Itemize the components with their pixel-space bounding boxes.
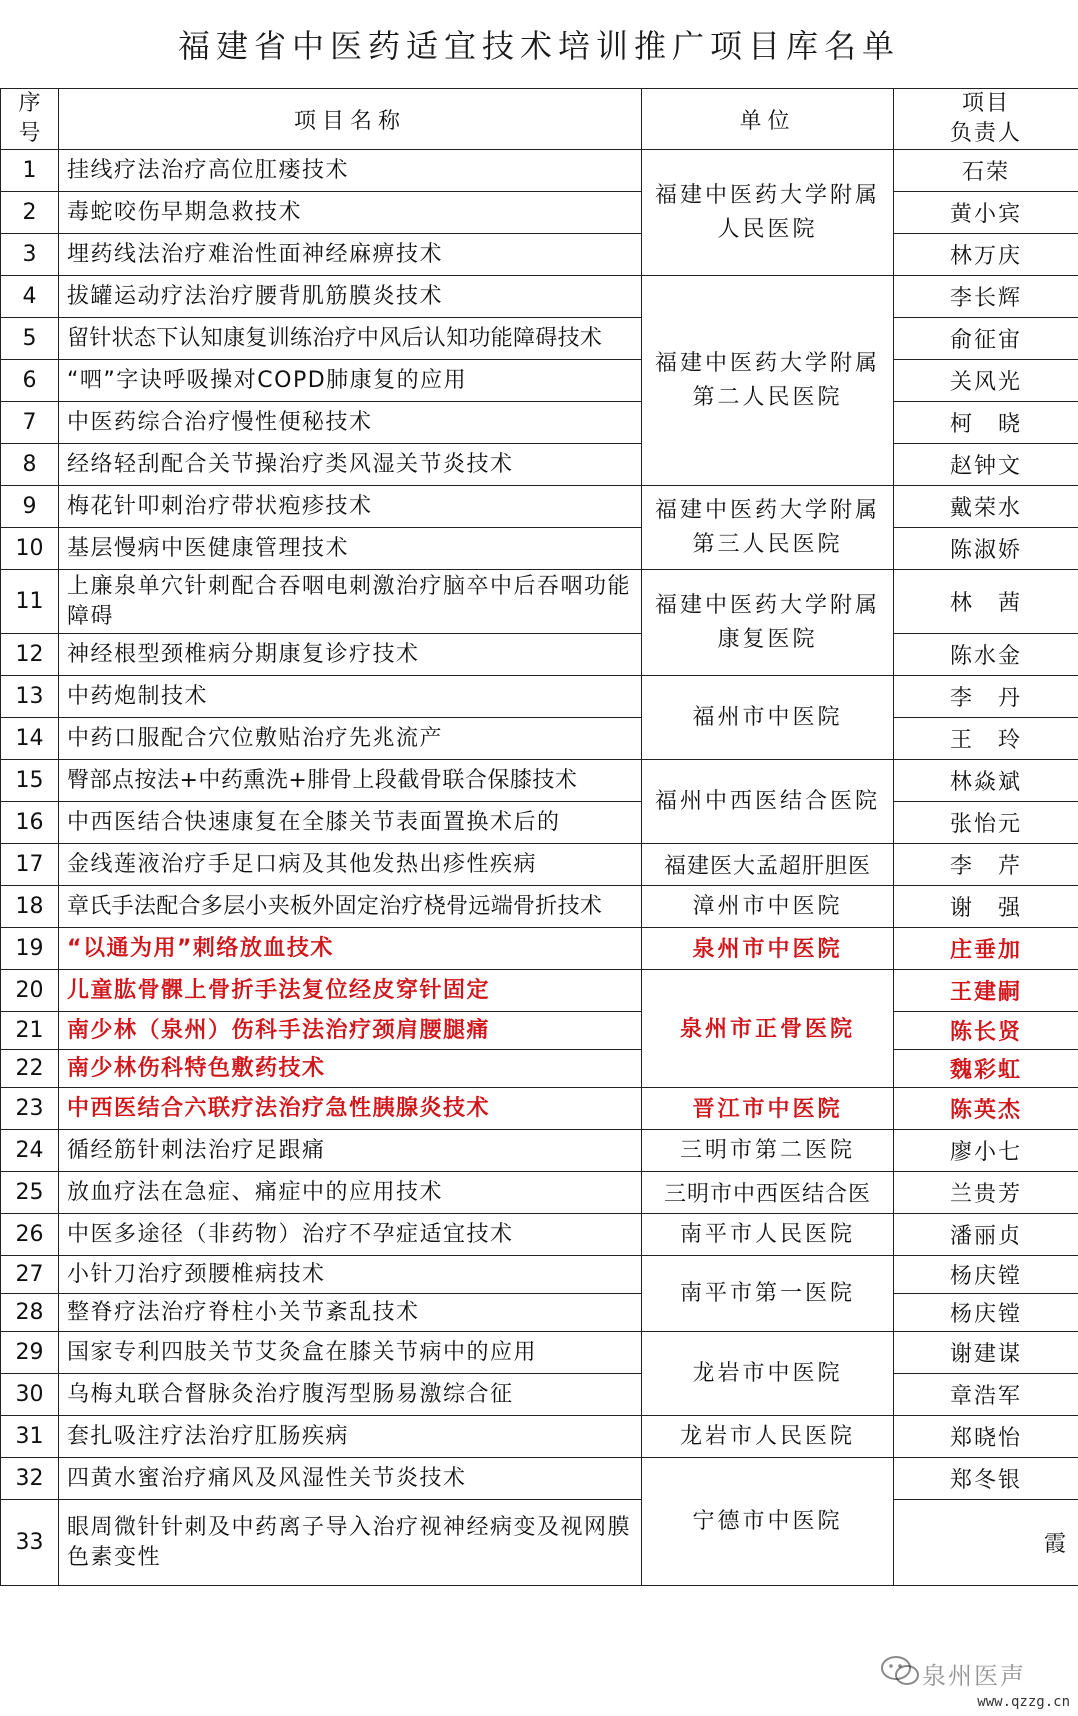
table-row — [1, 760, 1078, 802]
row-person: 兰贵芳 — [894, 1172, 1078, 1214]
row-name: 中药炮制技术 — [59, 676, 642, 718]
row-no: 24 — [1, 1130, 59, 1172]
table-row — [1, 970, 1078, 1012]
row-name: 国家专利四肢关节艾灸盒在膝关节病中的应用 — [59, 1332, 642, 1374]
row-unit: 福建医大孟超肝胆医 — [642, 844, 894, 886]
header-unit: 单位 — [642, 89, 894, 150]
row-person: 林万庆 — [894, 234, 1078, 276]
row-person: 陈水金 — [894, 634, 1078, 676]
row-name: 南少林伤科特色敷药技术 — [59, 1050, 642, 1088]
row-no: 31 — [1, 1416, 59, 1458]
row-unit: 泉州市中医院 — [642, 928, 894, 970]
row-name: 金线莲液治疗手足口病及其他发热出疹性疾病 — [59, 844, 642, 886]
table-row — [1, 634, 1078, 676]
table-row — [1, 886, 1078, 928]
row-no: 30 — [1, 1374, 59, 1416]
table-row — [1, 802, 1078, 844]
row-name: 中药口服配合穴位敷贴治疗先兆流产 — [59, 718, 642, 760]
row-name: 套扎吸注疗法治疗肛肠疾病 — [59, 1416, 642, 1458]
row-person: 林焱斌 — [894, 760, 1078, 802]
row-person: 林 茜 — [894, 570, 1078, 634]
row-name: 四黄水蜜治疗痛风及风湿性关节炎技术 — [59, 1458, 642, 1500]
row-name: 放血疗法在急症、痛症中的应用技术 — [59, 1172, 642, 1214]
row-unit: 漳州市中医院 — [642, 886, 894, 928]
row-no: 27 — [1, 1256, 59, 1294]
row-name: “以通为用”刺络放血技术 — [59, 928, 642, 970]
row-no: 23 — [1, 1088, 59, 1130]
row-name: 乌梅丸联合督脉灸治疗腹泻型肠易激综合征 — [59, 1374, 642, 1416]
header-person: 项目 负责人 — [894, 89, 1078, 150]
page-title: 福建省中医药适宜技术培训推广项目库名单 — [177, 27, 900, 65]
row-no: 11 — [1, 570, 59, 634]
row-person: 李 芹 — [894, 844, 1078, 886]
row-name: 留针状态下认知康复训练治疗中风后认知功能障碍技术 — [59, 318, 642, 360]
row-no: 4 — [1, 276, 59, 318]
row-person: 陈英杰 — [894, 1088, 1078, 1130]
row-unit: 龙岩市中医院 — [642, 1332, 894, 1416]
watermark-url: www.qzzg.cn — [977, 1694, 1070, 1710]
table-row — [1, 150, 1078, 192]
row-person: 赵钟文 — [894, 444, 1078, 486]
table-row — [1, 234, 1078, 276]
row-name: 梅花针叩刺治疗带状疱疹技术 — [59, 486, 642, 528]
table-row — [1, 1172, 1078, 1214]
table-row — [1, 402, 1078, 444]
row-unit: 泉州市正骨医院 — [642, 970, 894, 1088]
row-no: 15 — [1, 760, 59, 802]
table-row — [1, 1088, 1078, 1130]
row-unit: 福建中医药大学附属 康复医院 — [642, 570, 894, 676]
row-person: 戴荣水 — [894, 486, 1078, 528]
table-row — [1, 928, 1078, 970]
row-no: 7 — [1, 402, 59, 444]
row-name: 中医多途径（非药物）治疗不孕症适宜技术 — [59, 1214, 642, 1256]
table-row — [1, 276, 1078, 318]
row-person: 廖小七 — [894, 1130, 1078, 1172]
row-person: 王 玲 — [894, 718, 1078, 760]
table-row — [1, 1214, 1078, 1256]
table-row — [1, 1374, 1078, 1416]
row-name: 眼周微针针刺及中药离子导入治疗视神经病变及视网膜色素变性 — [59, 1500, 642, 1586]
row-person: 魏彩虹 — [894, 1050, 1078, 1088]
row-name: 基层慢病中医健康管理技术 — [59, 528, 642, 570]
row-unit: 三明市第二医院 — [642, 1130, 894, 1172]
row-person: 霞 — [894, 1500, 1078, 1586]
header-no: 序 号 — [1, 89, 59, 150]
row-no: 21 — [1, 1012, 59, 1050]
table-header-row — [1, 89, 1078, 150]
row-no: 19 — [1, 928, 59, 970]
row-unit: 福建中医药大学附属 人民医院 — [642, 150, 894, 276]
row-person: 谢建谋 — [894, 1332, 1078, 1374]
row-person: 谢 强 — [894, 886, 1078, 928]
row-no: 22 — [1, 1050, 59, 1088]
row-unit: 宁德市中医院 — [642, 1458, 894, 1586]
row-name: 臀部点按法+中药熏洗+腓骨上段截骨联合保膝技术 — [59, 760, 642, 802]
row-person: 李长辉 — [894, 276, 1078, 318]
row-person: 庄垂加 — [894, 928, 1078, 970]
row-person: 陈淑娇 — [894, 528, 1078, 570]
row-no: 9 — [1, 486, 59, 528]
row-unit: 福州市中医院 — [642, 676, 894, 760]
table-row — [1, 486, 1078, 528]
chat-bubble-icon — [880, 1654, 920, 1688]
row-name: 神经根型颈椎病分期康复诊疗技术 — [59, 634, 642, 676]
table-row — [1, 192, 1078, 234]
row-person: 关风光 — [894, 360, 1078, 402]
row-no: 1 — [1, 150, 59, 192]
row-person: 黄小宾 — [894, 192, 1078, 234]
row-no: 14 — [1, 718, 59, 760]
row-name: 毒蛇咬伤早期急救技术 — [59, 192, 642, 234]
row-person: 郑晓怡 — [894, 1416, 1078, 1458]
row-no: 2 — [1, 192, 59, 234]
row-name: 中西医结合快速康复在全膝关节表面置换术后的 — [59, 802, 642, 844]
row-no: 18 — [1, 886, 59, 928]
row-no: 20 — [1, 970, 59, 1012]
watermark — [880, 1650, 1070, 1710]
project-table — [0, 88, 1078, 1586]
row-unit: 南平市人民医院 — [642, 1214, 894, 1256]
row-unit: 龙岩市人民医院 — [642, 1416, 894, 1458]
row-name: 上廉泉单穴针刺配合吞咽电刺激治疗脑卒中后吞咽功能障碍 — [59, 570, 642, 634]
row-no: 29 — [1, 1332, 59, 1374]
row-unit: 南平市第一医院 — [642, 1256, 894, 1332]
row-name: 循经筋针刺法治疗足跟痛 — [59, 1130, 642, 1172]
row-no: 26 — [1, 1214, 59, 1256]
row-name: 整脊疗法治疗脊柱小关节紊乱技术 — [59, 1294, 642, 1332]
row-no: 12 — [1, 634, 59, 676]
row-unit: 福建中医药大学附属 第三人民医院 — [642, 486, 894, 570]
row-person: 俞征宙 — [894, 318, 1078, 360]
row-person: 潘丽贞 — [894, 1214, 1078, 1256]
row-name: 中西医结合六联疗法治疗急性胰腺炎技术 — [59, 1088, 642, 1130]
table-row — [1, 528, 1078, 570]
row-no: 32 — [1, 1458, 59, 1500]
table-row — [1, 844, 1078, 886]
row-person: 章浩军 — [894, 1374, 1078, 1416]
table-row — [1, 1500, 1078, 1586]
row-no: 17 — [1, 844, 59, 886]
row-no: 25 — [1, 1172, 59, 1214]
row-person: 杨庆镗 — [894, 1294, 1078, 1332]
row-name: 章氏手法配合多层小夹板外固定治疗桡骨远端骨折技术 — [59, 886, 642, 928]
table-row — [1, 1130, 1078, 1172]
watermark-text: 泉州医声 — [922, 1662, 1026, 1690]
row-unit: 福州中西医结合医院 — [642, 760, 894, 844]
row-name: 经络轻刮配合关节操治疗类风湿关节炎技术 — [59, 444, 642, 486]
row-person: 石荣 — [894, 150, 1078, 192]
row-no: 8 — [1, 444, 59, 486]
table-row — [1, 360, 1078, 402]
row-person: 杨庆镗 — [894, 1256, 1078, 1294]
row-name: 儿童肱骨髁上骨折手法复位经皮穿针固定 — [59, 970, 642, 1012]
table-row — [1, 1294, 1078, 1332]
row-no: 13 — [1, 676, 59, 718]
table-row — [1, 318, 1078, 360]
row-no: 3 — [1, 234, 59, 276]
row-name: “呬”字诀呼吸操对COPD肺康复的应用 — [59, 360, 642, 402]
row-person: 陈长贤 — [894, 1012, 1078, 1050]
table-row — [1, 718, 1078, 760]
table-row — [1, 570, 1078, 634]
row-no: 6 — [1, 360, 59, 402]
row-no: 5 — [1, 318, 59, 360]
row-name: 小针刀治疗颈腰椎病技术 — [59, 1256, 642, 1294]
table-row — [1, 1332, 1078, 1374]
table-row — [1, 676, 1078, 718]
row-name: 埋药线法治疗难治性面神经麻痹技术 — [59, 234, 642, 276]
row-name: 中医药综合治疗慢性便秘技术 — [59, 402, 642, 444]
table-row — [1, 1256, 1078, 1294]
table-row — [1, 1458, 1078, 1500]
row-name: 拔罐运动疗法治疗腰背肌筋膜炎技术 — [59, 276, 642, 318]
row-person: 柯 晓 — [894, 402, 1078, 444]
row-name: 南少林（泉州）伤科手法治疗颈肩腰腿痛 — [59, 1012, 642, 1050]
table-row — [1, 1050, 1078, 1088]
row-person: 郑冬银 — [894, 1458, 1078, 1500]
row-unit: 晋江市中医院 — [642, 1088, 894, 1130]
row-no: 28 — [1, 1294, 59, 1332]
header-name: 项目名称 — [59, 89, 642, 150]
row-unit: 福建中医药大学附属 第二人民医院 — [642, 276, 894, 486]
table-row — [1, 444, 1078, 486]
table-row — [1, 1416, 1078, 1458]
row-person: 王建嗣 — [894, 970, 1078, 1012]
row-person: 张怡元 — [894, 802, 1078, 844]
row-name: 挂线疗法治疗高位肛瘘技术 — [59, 150, 642, 192]
row-person: 李 丹 — [894, 676, 1078, 718]
row-no: 10 — [1, 528, 59, 570]
table-row — [1, 1012, 1078, 1050]
row-no: 16 — [1, 802, 59, 844]
row-unit: 三明市中西医结合医 — [642, 1172, 894, 1214]
row-no: 33 — [1, 1500, 59, 1586]
